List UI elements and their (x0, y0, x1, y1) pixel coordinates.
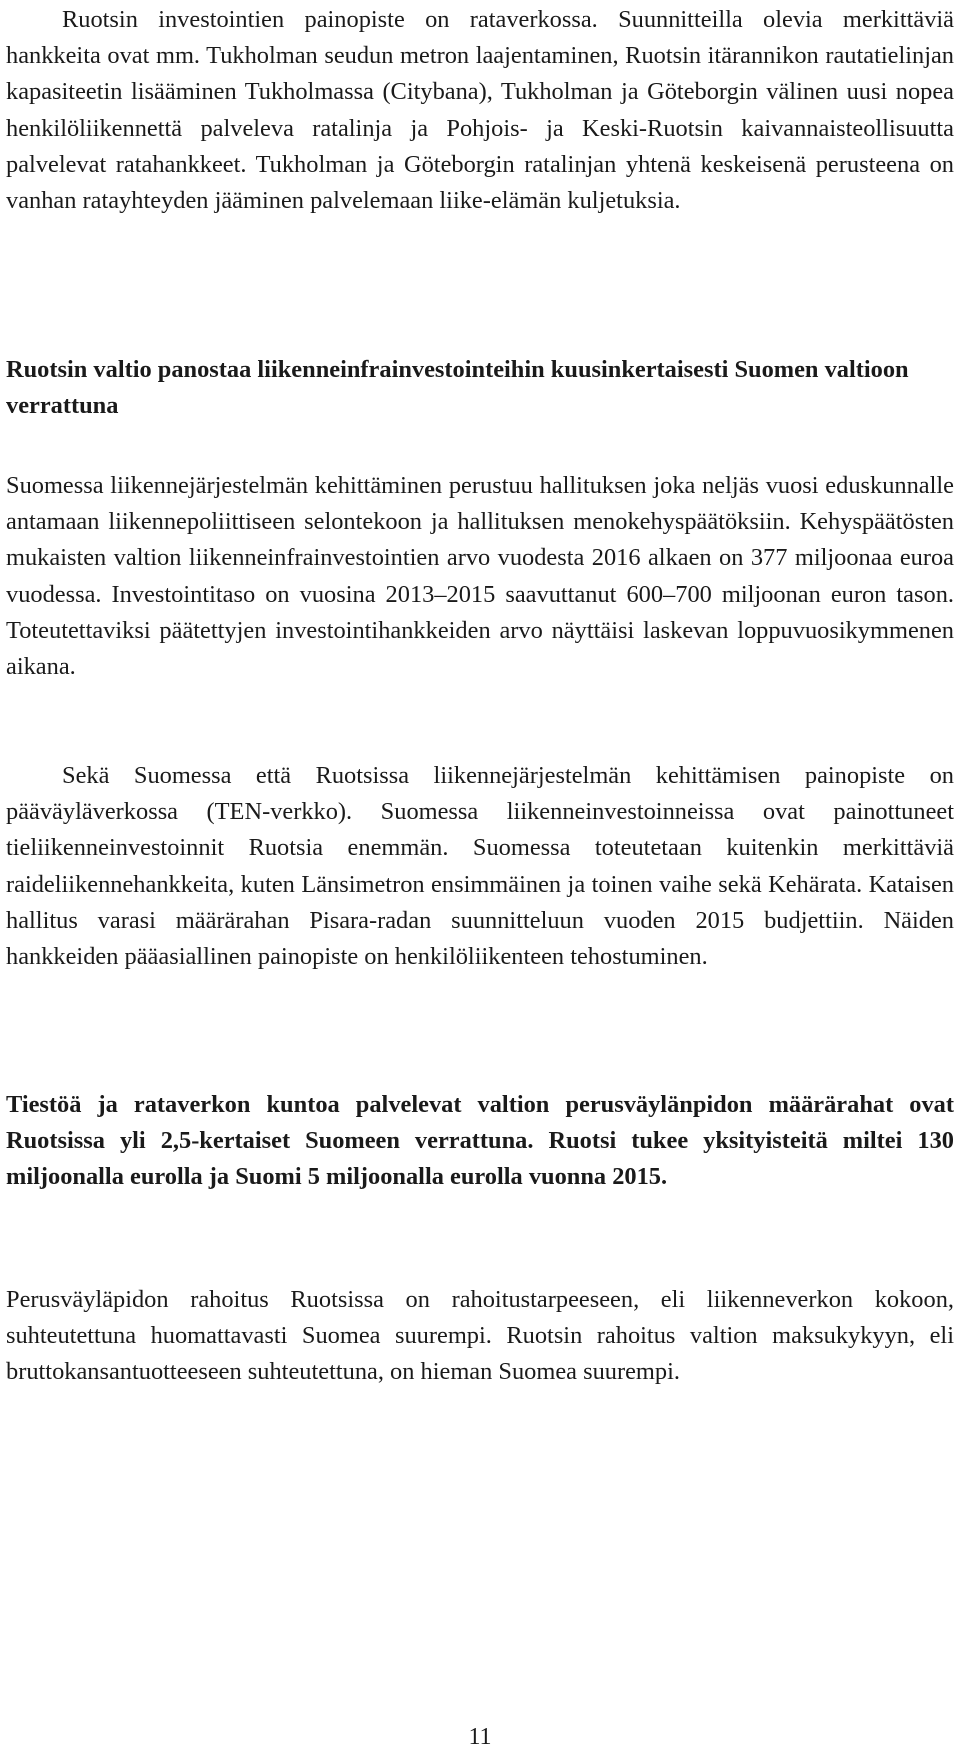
paragraph-finland-planning: Suomessa liikennejärjestelmän kehittäminen perustuu hallituksen joka neljäs vuosi eduskunnalle antamaan liikennepoliittiseen selontekoon ja hallituksen menokehyspäätöksiin. Kehyspäätösten mukaisten valtion liikenneinfrainvestointien arvo vuodesta 2016 alkaen on 377 miljoonaa euroa vuodessa. Investointitaso on vuosina 2013–2015 saavuttanut 600–700 miljoonan euron tason. Toteutettaviksi päätettyjen investointihankkeiden arvo näyttäisi laskevan loppuvuosikymmenen aikana. (6, 472, 954, 681)
paragraph-bold-summary: Tiestöä ja rataverkon kuntoa palvelevat valtion perusväylänpidon määrärahat ovat Ruotsissa yli 2,5-kertaiset Suomeen verrattuna. Ruotsi tukee yksityisteitä miltei 130 miljoonalla eurolla ja Suomi 5 miljoonalla eurolla vuonna 2015. (6, 1091, 954, 1191)
page-number: 11 (468, 1724, 492, 1750)
section-heading: Ruotsin valtio panostaa liikenneinfrainvestointeihin kuusinkertaisesti Suomen valtioon verrattuna (6, 356, 909, 420)
paragraph-maintenance-funding: Perusväyläpidon rahoitus Ruotsissa on rahoitustarpeeseen, eli liikenneverkon kokoon, suhteutettuna huomattavasti Suomea suurempi. Ruotsin rahoitus valtion maksukykyyn, eli bruttokansantuotteeseen suhteutettuna, on hieman Suomea suurempi. (6, 1286, 954, 1386)
paragraph-rail-investments: Ruotsin investointien painopiste on rataverkossa. Suunnitteilla olevia merkittäviä hankkeita ovat mm. Tukholman seudun metron laajentaminen, Ruotsin itärannikon rautatielinjan kapasiteetin lisääminen Tukholmassa (Citybana), Tukholman ja Göteborgin välinen uusi nopea henkilöliikennettä palveleva ratalinja ja Pohjois- ja Keski-Ruotsin kaivannaisteollisuutta palvelevat ratahankkeet. Tukholman ja Göteborgin ratalinjan yhtenä keskeisenä perusteena on vanhan ratayhteyden jääminen palvelemaan liike-elämän kuljetuksia. (6, 6, 954, 215)
paragraph-ten-network: Sekä Suomessa että Ruotsissa liikennejärjestelmän kehittämisen painopiste on pääväyläverkossa (TEN-verkko). Suomessa liikenneinvestoinneissa ovat painottuneet tieliikenneinvestoinnit Ruotsia enemmän. Suomessa toteutetaan kuitenkin merkittäviä raideliikennehankkeita, kuten Länsimetron ensimmäinen ja toinen vaihe sekä Kehärata. Kataisen hallitus varasi määrärahan Pisara-radan suunnitteluun vuoden 2015 budjettiin. Näiden hankkeiden pääasiallinen painopiste on henkilöliikenteen tehostuminen. (6, 762, 954, 971)
